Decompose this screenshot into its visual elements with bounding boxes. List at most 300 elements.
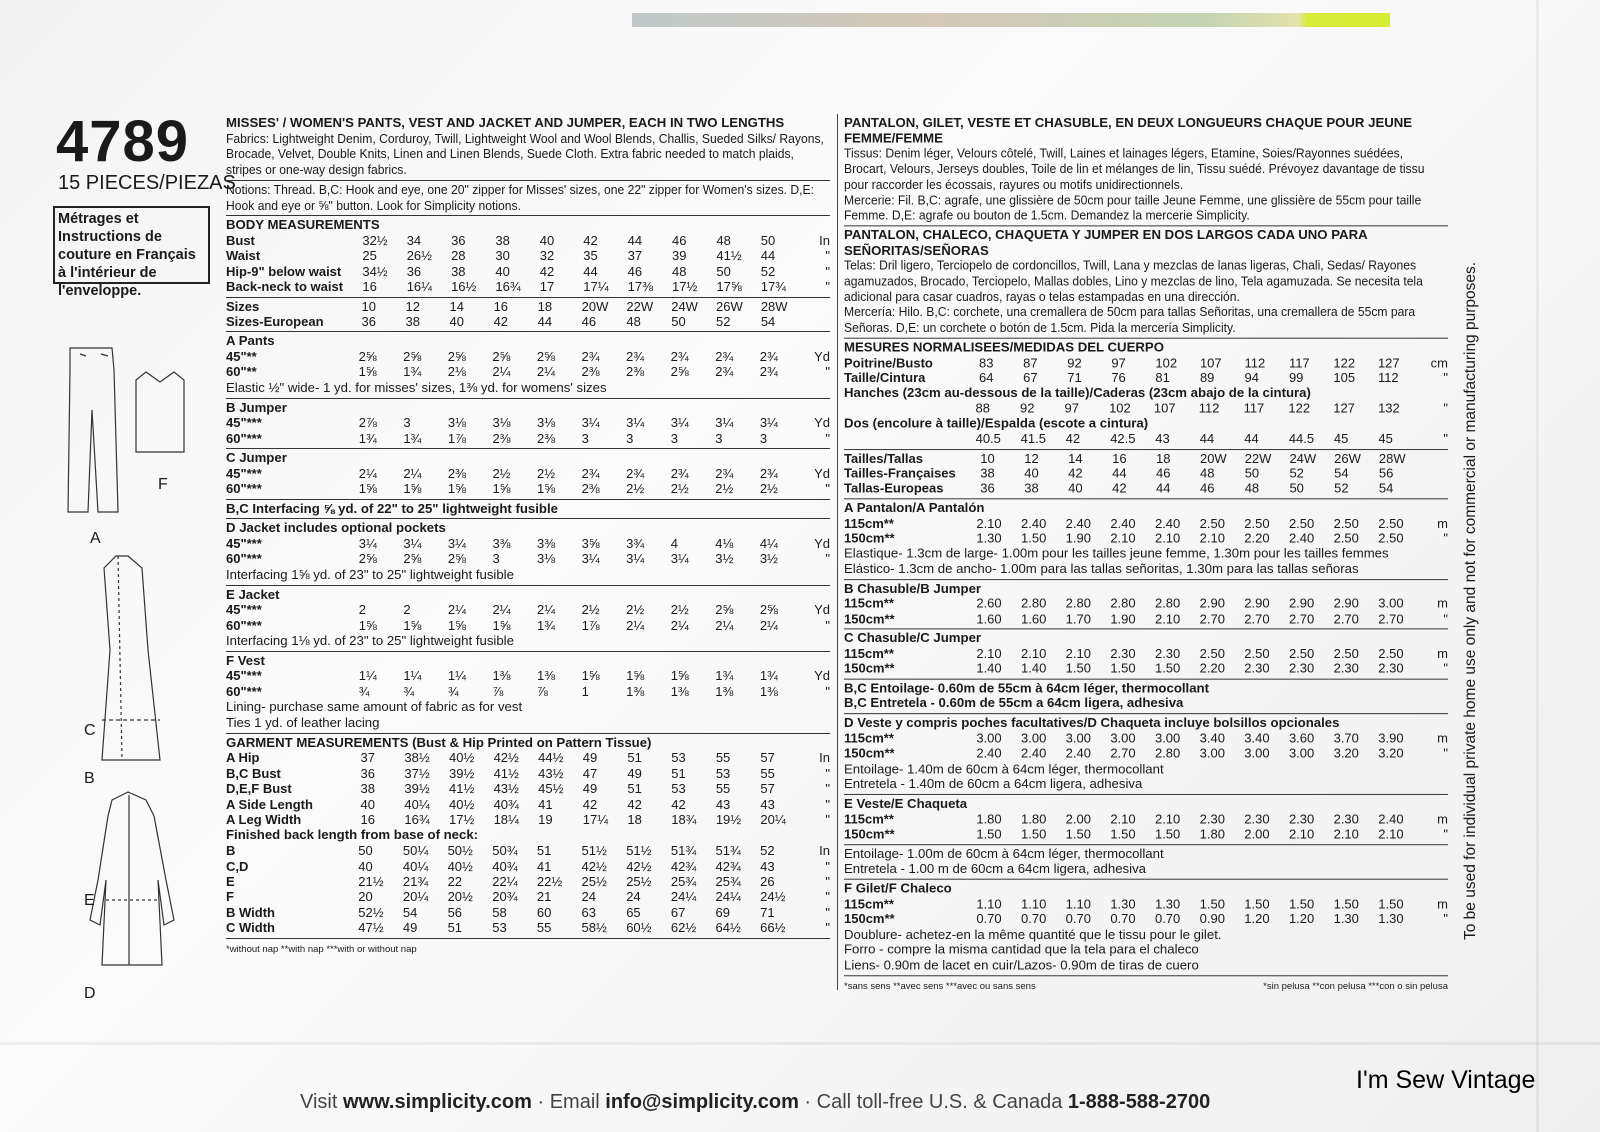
cell: m — [1437, 811, 1448, 827]
fr-c-title: C Chasuble/C Jumper — [844, 630, 982, 646]
table-row — [226, 349, 830, 364]
cell: 41 — [536, 858, 552, 874]
cell: 32 — [539, 248, 555, 264]
cell: 54 — [1378, 480, 1394, 496]
cell: 3¼ — [447, 536, 466, 552]
color-bar — [632, 13, 1390, 27]
cell: 0.70 — [1154, 911, 1181, 927]
cell: 42¾ — [670, 858, 697, 874]
cell: 1⅞ — [447, 430, 466, 446]
cell: 12 — [405, 298, 420, 314]
cell: 20 — [358, 889, 373, 905]
cell: 3 — [403, 415, 411, 431]
cell: ¾ — [403, 683, 415, 699]
cell: cm — [1430, 354, 1448, 370]
cell: 1⅜ — [670, 683, 689, 699]
cell: 51½ — [626, 843, 652, 859]
jacket-drawing — [90, 792, 174, 965]
cell: 22W — [626, 298, 654, 314]
cell: 0.70 — [1021, 911, 1047, 927]
cell: 37 — [627, 248, 643, 264]
fr-e-note1: Entoilage- 1.00m de 60cm à 64cm léger, thermocollant — [844, 845, 1164, 861]
row-label: 115cm** — [844, 896, 894, 911]
table-row — [844, 531, 1448, 546]
en-f-table — [226, 668, 830, 699]
table-row — [226, 668, 830, 683]
cell: 2.90 — [1244, 596, 1270, 612]
cell: 1.30 — [1378, 911, 1404, 927]
row-label: 150cm** — [844, 611, 895, 627]
cell: " — [825, 263, 830, 279]
cell: 21 — [536, 889, 552, 905]
footer-phone[interactable]: 1-888-588-2700 — [1067, 1091, 1211, 1113]
cell: " — [825, 765, 830, 781]
cell: 1.90 — [1110, 611, 1136, 627]
cell: 51¾ — [715, 843, 741, 859]
cell: 3⅛ — [537, 415, 556, 431]
cell: 41 — [538, 796, 553, 812]
row-label: B Width — [226, 904, 275, 920]
cell: 52 — [760, 843, 775, 859]
cell: In — [819, 232, 830, 248]
cell: 1¾ — [715, 668, 734, 684]
row-label: 60"** — [226, 364, 257, 380]
cell: 3.60 — [1288, 730, 1315, 746]
cell: 3¼ — [626, 415, 645, 431]
cell: 67 — [670, 904, 686, 920]
row-label: 60"*** — [226, 430, 262, 446]
en-bc-note: B,C Interfacing ⅝ yd. of 22" to 25" lightweight fusible — [226, 500, 558, 516]
cell: 36 — [361, 313, 376, 329]
table-row — [844, 401, 1448, 416]
cell: 51¾ — [670, 843, 697, 859]
cell: ⅞ — [492, 683, 504, 699]
cell: " — [825, 904, 830, 920]
cell: 2¼ — [447, 602, 466, 618]
cell: Yd — [814, 602, 830, 618]
cell: " — [825, 873, 830, 889]
cell: 2.70 — [1288, 611, 1315, 627]
cell: 38 — [360, 781, 375, 797]
cell: 2¾ — [626, 349, 645, 365]
cell: 2.10 — [1154, 611, 1181, 627]
cell: 58 — [492, 904, 507, 920]
fr-dos-label: Dos (encolure à taille)/Espalda (escote a cintura) — [844, 416, 1149, 431]
cell: ¾ — [358, 683, 370, 699]
cell: 1⅞ — [581, 617, 600, 633]
cell: 1.80 — [1199, 826, 1225, 842]
cell: 2.70 — [1110, 745, 1136, 761]
cell: 40¼ — [404, 796, 430, 812]
cell: 42 — [539, 263, 555, 279]
cell: 2⅝ — [536, 349, 555, 365]
row-label: Tailles/Tallas — [844, 450, 924, 466]
cell: ¾ — [447, 683, 459, 699]
table-row — [226, 466, 830, 481]
cell: 17¾ — [760, 279, 787, 295]
cell: 2⅝ — [358, 551, 377, 567]
cell: 2.40 — [1154, 515, 1181, 531]
cell: 3.00 — [1199, 745, 1225, 761]
cell: 2.10 — [1199, 530, 1225, 546]
cell: 3.40 — [1244, 730, 1270, 746]
row-label: 150cm** — [844, 530, 895, 546]
cell: 3.00 — [1244, 745, 1270, 761]
cell: 1⅝ — [492, 481, 511, 497]
cell: " — [825, 279, 830, 295]
row-label: A Leg Width — [226, 812, 302, 827]
cell: 2.10 — [1110, 530, 1136, 546]
table-row — [844, 466, 1448, 481]
cell: 2½ — [670, 481, 689, 497]
cell: 56 — [447, 904, 463, 920]
view-label-a: A — [90, 530, 101, 547]
cell: 1¾ — [537, 617, 556, 633]
en-a-note: Elastic ½" wide- 1 yd. for misses' sizes, 1⅜ yd. for womens' sizes — [226, 379, 607, 395]
cell: 20½ — [447, 889, 473, 905]
cell: 4¼ — [759, 536, 778, 552]
cell: " — [825, 889, 830, 905]
cell: 50½ — [447, 843, 473, 859]
cell: " — [1443, 400, 1448, 416]
cell: 2.50 — [1244, 515, 1270, 531]
cell: 41½ — [448, 781, 475, 797]
cell: 48 — [716, 232, 731, 248]
cell: 45 — [1333, 431, 1349, 447]
cell: " — [825, 248, 830, 264]
cell: 24½ — [760, 889, 786, 905]
cell: 107 — [1199, 354, 1222, 370]
cell: 16 — [1112, 450, 1127, 466]
fr-f-note3: Liens- 0.90m de lacet en cuir/Lazos- 0.90m de tiras de cuero — [844, 957, 1199, 973]
view-label-e: E — [84, 892, 95, 909]
cell: 40 — [1024, 465, 1039, 481]
en-garment-title: GARMENT MEASUREMENTS (Bust & Hip Printed on Pattern Tissue) — [226, 734, 652, 750]
cell: 53 — [492, 920, 507, 936]
cell: 1⅝ — [358, 481, 377, 497]
cell: 12 — [1024, 450, 1039, 466]
cell: 26½ — [406, 248, 433, 264]
cell: 22¼ — [492, 873, 518, 889]
cell: 2¼ — [358, 465, 377, 481]
cell: 49 — [582, 781, 598, 797]
fr-body-table — [844, 355, 1448, 385]
cell: 2.70 — [1244, 611, 1270, 627]
table-row — [226, 843, 830, 858]
cell: 3½ — [715, 551, 734, 567]
crease — [0, 1042, 1600, 1045]
cell: " — [825, 551, 830, 567]
cell: 44 — [1112, 465, 1127, 481]
cell: 107 — [1153, 400, 1176, 416]
fr-body-title: MESURES NORMALISEES/MEDIDAS DEL CUERPO — [844, 339, 1164, 355]
cell: 26W — [716, 298, 743, 314]
cell: 34 — [406, 232, 422, 248]
row-label: Poitrine/Busto — [844, 354, 933, 370]
cell: 2.30 — [1154, 646, 1181, 661]
cell: 2.00 — [1244, 826, 1270, 842]
cell: 34½ — [362, 263, 388, 279]
cell: 3 — [626, 430, 634, 446]
cell: 42.5 — [1110, 431, 1136, 447]
en-c-title: C Jumper — [226, 450, 287, 466]
fr-hip-label: Hanches (23cm au-dessous de la taille)/Caderas (23cm abajo de la cintura) — [844, 385, 1311, 401]
cell: 38½ — [404, 750, 430, 766]
es-telas: Telas: Dril ligero, Terciopelo de cordoncillos, Twill, Lana y mezclas de lanas ligeras, Chali, Sedas/ Rayones agamuzados, Brocado, Terciopelo, Mallas dobles, Lino y mezclas de lino, Tela agamuzada. Se necesita tela adicional para casar cuadros, rayas o telas estampadas en una dirección. — [844, 258, 1423, 304]
cell: 2¾ — [670, 465, 689, 481]
cell: 40 — [1068, 480, 1083, 496]
row-label: E — [226, 873, 235, 889]
cell: 3.00 — [1065, 730, 1091, 746]
table-row — [844, 481, 1448, 496]
cell: 1⅝ — [447, 617, 466, 633]
cell: " — [825, 812, 830, 827]
row-label: 115cm** — [844, 596, 894, 612]
cell: 2⅝ — [358, 349, 377, 365]
cell: In — [819, 843, 830, 859]
cell: 1.90 — [1065, 530, 1091, 546]
cell: 1.50 — [1021, 530, 1047, 546]
row-label: 60"*** — [226, 683, 262, 699]
cell: 1.10 — [1065, 896, 1091, 911]
cell: 53 — [715, 765, 731, 781]
table-row — [844, 646, 1448, 661]
cell: 1⅝ — [447, 481, 466, 497]
cell: 10 — [361, 298, 376, 314]
cell: 2.10 — [1154, 530, 1181, 546]
cell: 40.5 — [975, 431, 1001, 447]
cell: 3.00 — [1110, 730, 1136, 746]
cell: " — [1443, 745, 1448, 761]
cell: 2.50 — [1244, 646, 1270, 661]
cell: 1⅜ — [492, 668, 511, 684]
cell: 35 — [583, 248, 598, 264]
french-spanish-column — [844, 114, 1448, 994]
en-body-table — [226, 233, 830, 295]
cell: 42 — [582, 796, 598, 812]
cell: 40¾ — [493, 796, 519, 812]
cell — [806, 314, 830, 329]
cell: 50¼ — [402, 843, 429, 859]
cell: 2¾ — [581, 349, 600, 365]
cell: 2.80 — [1021, 596, 1047, 612]
cell: 28W — [1378, 450, 1406, 466]
footer-email[interactable]: info@simplicity.com — [605, 1091, 799, 1113]
cell: 3⅛ — [447, 415, 466, 431]
cell: 2.40 — [1110, 515, 1136, 531]
fr-c-table — [844, 646, 1448, 676]
cell: 46 — [581, 313, 597, 329]
cell: 2.10 — [1378, 826, 1404, 842]
cell: 17½ — [672, 279, 698, 295]
cell: 3.00 — [1288, 745, 1315, 761]
cell: 25¾ — [715, 873, 741, 889]
cell: 1⅜ — [759, 683, 778, 699]
cell: 112 — [1244, 354, 1266, 370]
cell: 3¼ — [759, 415, 778, 431]
cell: 51½ — [581, 843, 607, 859]
cell: 1.40 — [976, 661, 1002, 677]
cell: 1.50 — [976, 826, 1002, 842]
cell: 2.30 — [1110, 646, 1136, 661]
fr-mercerie: Mercerie: Fil. B,C: agrafe, une glissière de 50cm pour taille Jeune Femme, une glissière de 55cm pour taille Femme. D,E: agrafe ou bouton de 1.5cm. Demandez la mercerie Simplicity. — [844, 192, 1422, 223]
cell: 92 — [1067, 354, 1082, 370]
cell: 40¼ — [402, 858, 429, 874]
cell: 51 — [447, 920, 463, 936]
fr-d-title: D Veste y compris poches facultatives/D Chaqueta incluye bolsillos opcionales — [844, 715, 1340, 731]
cell: 52 — [716, 313, 731, 329]
cell: 1¾ — [358, 430, 377, 446]
pants-drawing — [68, 348, 118, 512]
cell: 39½ — [448, 765, 475, 781]
cell: 22 — [447, 873, 463, 889]
cell: 24W — [671, 298, 698, 314]
cell: 45 — [1378, 431, 1393, 447]
en-e-table — [226, 602, 830, 633]
cell: 2¾ — [759, 349, 778, 365]
cell: 2¼ — [537, 602, 556, 618]
cell: 47½ — [358, 920, 384, 936]
cell: 3 — [759, 430, 768, 446]
table-row — [844, 746, 1448, 761]
table-row — [844, 431, 1448, 446]
row-label — [844, 431, 976, 446]
pieces-count: 15 PIECES/PIEZAS — [58, 172, 236, 194]
cell: 2⅜ — [447, 465, 466, 481]
cell: 3¼ — [670, 415, 689, 431]
en-fabrics: Fabrics: Lightweight Denim, Corduroy, Twill, Lightweight Wool and Wool Blends, Challis, Sueded Silks/ Rayons, Brocade, Velvet, Double Knits, Linen and Linen Blends, Suede Cloth. Extra fabric needed to match plaids, stripes or one-way design fabrics. — [226, 130, 824, 178]
cell: 2.70 — [1333, 611, 1359, 627]
cell: 66½ — [760, 920, 786, 936]
cell: 2.50 — [1333, 646, 1359, 661]
cell: 88 — [975, 400, 990, 416]
cell: 53 — [671, 750, 686, 766]
cell: 3 — [492, 551, 500, 567]
cell: 1.20 — [1244, 911, 1270, 927]
en-b-title: B Jumper — [226, 399, 287, 415]
cell: 1.30 — [1154, 896, 1181, 911]
cell: 18¾ — [671, 812, 697, 827]
cell: 1.50 — [1110, 661, 1136, 677]
cell: 40 — [449, 313, 464, 329]
cell: 2½ — [626, 602, 645, 618]
row-label: 45"** — [226, 349, 257, 365]
cell: 2⅝ — [715, 602, 734, 618]
cell: 3¼ — [626, 551, 645, 567]
cell: 47 — [582, 765, 598, 781]
cell: 2.90 — [1199, 596, 1225, 612]
cell: 2⅝ — [670, 364, 689, 380]
vest-drawing — [136, 372, 184, 452]
cell: 2½ — [715, 481, 734, 497]
cell: 3¼ — [670, 551, 689, 567]
es-title: PANTALON, CHALECO, CHAQUETA Y JUMPER EN DOS LARGOS CADA UNO PARA SEÑORITAS/SEÑORAS — [844, 227, 1368, 258]
jumper-drawing — [102, 556, 160, 760]
cell: 52 — [760, 263, 776, 279]
cell — [1424, 481, 1448, 496]
cell: 2.50 — [1333, 530, 1359, 546]
cell: 16¼ — [406, 279, 433, 295]
cell: m — [1437, 730, 1448, 746]
cell: 2⅝ — [447, 551, 466, 567]
cell: 16¾ — [495, 279, 521, 295]
cell: 83 — [979, 354, 994, 370]
cell: 1.80 — [976, 811, 1002, 827]
cell: 64 — [979, 370, 994, 385]
en-back-table — [226, 843, 830, 935]
cell: 3.00 — [1021, 730, 1047, 746]
en-f-note1: Lining- purchase same amount of fabric as for vest — [226, 699, 523, 715]
cell: 2.90 — [1333, 596, 1359, 612]
cell: 1.50 — [1333, 896, 1359, 911]
cell: 2.40 — [1021, 515, 1047, 531]
cell: 2.50 — [1199, 515, 1225, 531]
cell: 1⅜ — [626, 683, 645, 699]
row-label: 115cm** — [844, 811, 894, 827]
row-label: F — [226, 889, 234, 905]
english-column — [226, 114, 830, 957]
cell: 40½ — [448, 750, 475, 766]
column-separator — [837, 114, 838, 990]
cell: 24 — [581, 889, 597, 905]
cell: " — [1443, 370, 1448, 385]
cell: 44 — [760, 248, 776, 264]
row-label: 115cm** — [844, 646, 894, 661]
footer-url[interactable]: www.simplicity.com — [342, 1091, 532, 1113]
cell: 24 — [626, 889, 641, 905]
row-label: 150cm** — [844, 745, 895, 761]
cell: 26 — [760, 873, 775, 889]
cell: 41.5 — [1020, 431, 1046, 447]
cell: 1⅝ — [492, 617, 511, 633]
table-row — [226, 684, 830, 699]
cell: 2.50 — [1288, 515, 1315, 531]
cell: 40 — [539, 232, 555, 248]
cell: m — [1437, 515, 1448, 531]
cell: 43 — [1155, 431, 1170, 447]
cell: " — [1443, 530, 1448, 546]
cell: 25½ — [581, 873, 607, 889]
cell: 132 — [1378, 400, 1400, 416]
en-footnote: *without nap **with nap ***with or without nap — [226, 943, 417, 955]
view-label-c: C — [84, 722, 96, 739]
cell: " — [825, 858, 830, 874]
cell: 43 — [715, 796, 731, 812]
cell: 38 — [980, 465, 995, 481]
cell: 43 — [760, 796, 775, 812]
cell: 1⅜ — [715, 683, 734, 699]
cell: 28 — [451, 248, 466, 264]
cell: 44.5 — [1288, 431, 1315, 447]
cell: 2⅛ — [447, 364, 466, 380]
cell: 16½ — [451, 279, 477, 295]
cell: 21¾ — [402, 873, 429, 889]
cell: 44 — [627, 232, 643, 248]
fr-tissus: Tissus: Denim léger, Velours côtelé, Twill, Laines et lainages légers, Etamine, Soies/Rayonnes suédées, Brocart, Velours, Jerseys doubles, Toile de lin et mélanges de lin, Tissu suédé. Prévoyez davantage de tissu pour raccorder les écossais, rayures ou motifs unidirectionnels. — [844, 145, 1425, 192]
cell: 42 — [1112, 480, 1127, 496]
garment-line-art — [56, 340, 206, 990]
table-row — [226, 905, 830, 920]
cell: 22W — [1244, 450, 1272, 466]
fr-d-table — [844, 731, 1448, 761]
cell: 25½ — [626, 873, 652, 889]
table-row — [226, 889, 830, 904]
cell: 42 — [1068, 465, 1083, 481]
cell: 42¾ — [715, 858, 741, 874]
cell: 2¼ — [715, 617, 734, 633]
table-row — [226, 859, 830, 874]
fr-hip-row — [844, 401, 1448, 416]
